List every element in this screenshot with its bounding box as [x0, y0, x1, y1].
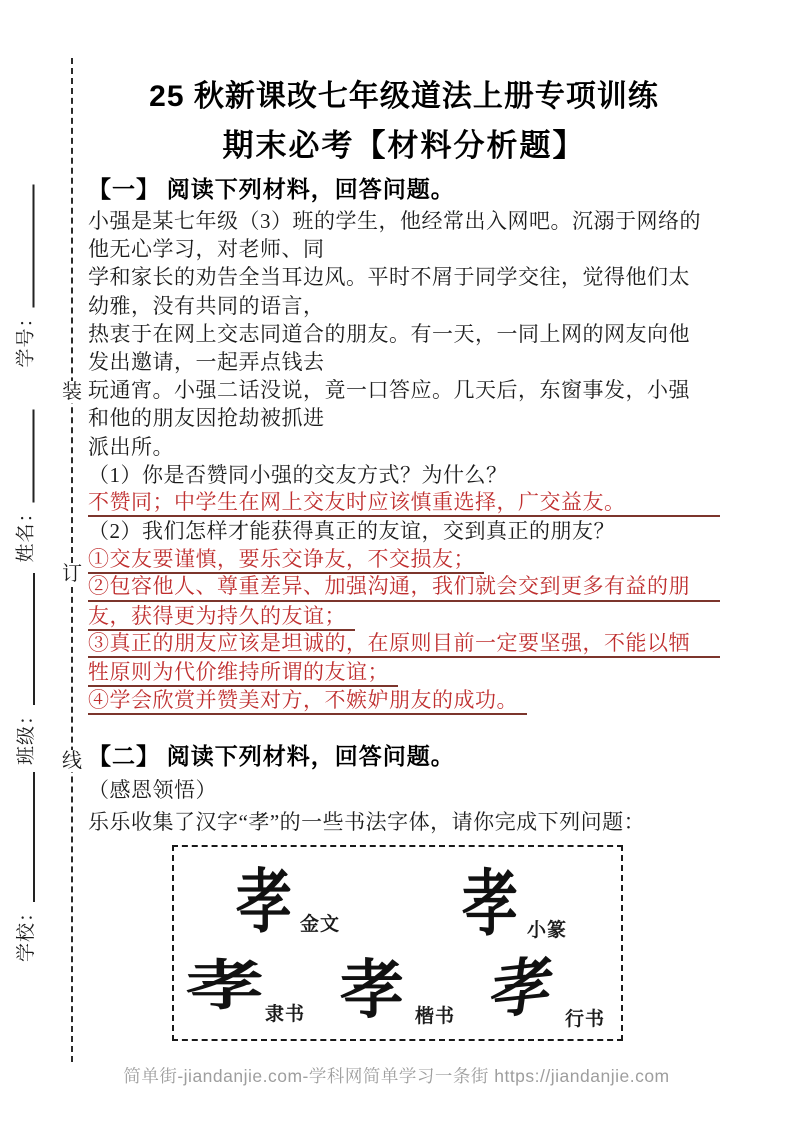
lishu-label: 隶书: [265, 1004, 306, 1026]
class-label: 班级：: [16, 704, 37, 765]
school-field: [14, 772, 40, 962]
student-number-blank: [19, 185, 34, 308]
section1-body: [88, 207, 720, 714]
binding-dashed-line: [71, 58, 73, 1062]
binding-char-xian: 线: [62, 750, 82, 772]
page-title: 25 秋新课改七年级道法上册专项训练: [149, 80, 659, 113]
text-line: 派出所。: [88, 434, 174, 459]
text-line: ①交友要谨慎，要乐交诤友，不交损友；: [88, 545, 720, 573]
section2-intro: 乐乐收集了汉字“孝”的一些书法字体，请你完成下列问题：: [88, 810, 646, 835]
text-line: （2）我们怎样才能获得真正的友谊，交到真正的朋友？: [88, 519, 615, 544]
text-line: ③真正的朋友应该是坦诚的，在原则目前一定要坚强，不能以牺: [88, 630, 720, 658]
text-line: 玩通宵。小强二话没说，竟一口答应。几天后，东窗事发，小强: [88, 378, 690, 403]
text-line: 和他的朋友因抢劫被抓进: [88, 406, 325, 431]
text-line: 不赞同；中学生在网上交友时应该慎重选择，广交益友。: [88, 489, 720, 517]
text-line: 发出邀请，一起弄点钱去: [88, 349, 325, 374]
text-line: ④学会欣赏并赞美对方，不嫉妒朋友的成功。: [88, 686, 720, 714]
jinwen-label: 金文: [300, 914, 341, 936]
xingshu-label: 行书: [565, 1009, 606, 1031]
text-line: 友，获得更为持久的友谊；: [88, 602, 720, 630]
student-name-field: [14, 410, 40, 563]
school-label: 学校：: [16, 901, 37, 962]
footer-watermark: 简单街-jiandanjie.com-学科网简单学习一条街 https://jiandanjie.com: [123, 1066, 670, 1086]
lishu-calligraphy-glyph: 孝: [186, 956, 264, 1017]
page-subtitle: 期末必考【材料分析题】: [222, 128, 586, 163]
binding-char-ding: 订: [62, 563, 82, 585]
binding-char-zhuang: 装: [62, 381, 82, 403]
xiaozhuan-calligraphy-glyph: 孝: [462, 865, 518, 947]
text-line: 幼雅，没有共同的语言，: [88, 293, 325, 318]
section2-heading: 【二】 阅读下列材料，回答问题。: [88, 744, 455, 770]
kaishu-label: 楷书: [415, 1006, 456, 1028]
text-line: 学和家长的劝告全当耳边风。平时不屑于同学交往，觉得他们太: [88, 265, 690, 290]
section1-heading: 【一】 阅读下列材料，回答问题。: [88, 177, 455, 202]
text-line: ②包容他人、尊重差异、加强沟通，我们就会交到更多有益的朋: [88, 573, 720, 601]
student-name-blank: [19, 410, 34, 503]
main-content: [88, 75, 720, 1041]
xingshu-calligraphy-glyph: 孝: [482, 953, 552, 1028]
calligraphy-box: [172, 845, 623, 1041]
text-line: 他无心学习，对老师、同: [88, 237, 325, 262]
student-name-label: 姓名：: [15, 502, 37, 563]
text-line: 热衷于在网上交志同道合的朋友。有一天，一同上网的网友向他: [88, 321, 690, 346]
xiaozhuan-label: 小篆: [527, 920, 568, 942]
student-number-field: [14, 185, 40, 368]
text-line: （1）你是否赞同小强的交友方式？为什么？: [88, 462, 508, 487]
class-field: [14, 573, 40, 765]
kaishu-calligraphy-glyph: 孝: [340, 955, 404, 1027]
section2-subheading: （感恩领悟）: [88, 778, 217, 803]
class-blank: [20, 573, 35, 705]
text-line: 小强是某七年级（3）班的学生，他经常出入网吧。沉溺于网络的: [88, 209, 701, 233]
text-line: 牲原则为代价维持所谓的友谊；: [88, 658, 720, 686]
student-number-label: 学号：: [15, 307, 37, 368]
jinwen-calligraphy-glyph: 孝: [236, 864, 292, 943]
school-blank: [20, 772, 35, 902]
